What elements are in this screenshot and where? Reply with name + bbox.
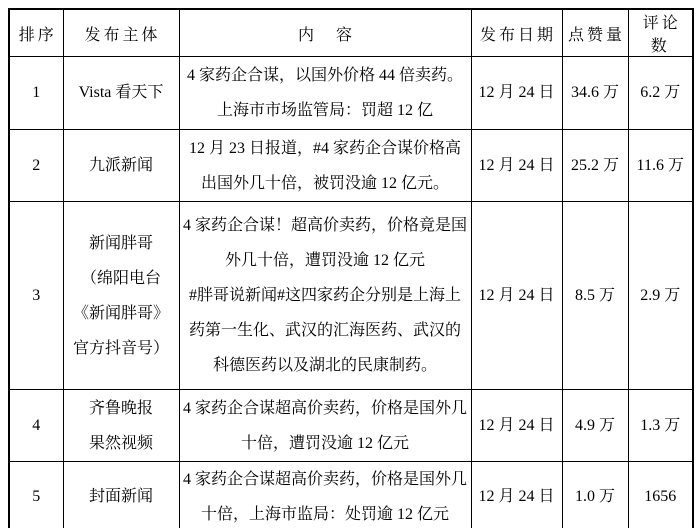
cell-likes [562,202,628,390]
comments-value: 1.3 万 [640,416,681,434]
content-line: 上海市市场监管局：罚超 12 亿 [216,102,433,119]
date-value: 12 月 24 日 [478,488,555,505]
publisher-line: 新闻胖哥 [88,234,153,252]
content-line: #胖哥说新闻#这四家药企分别是上海上 [188,287,461,304]
cell-content [179,57,471,130]
content-line: 外几十倍，遭罚没逾 12 亿元 [224,252,425,269]
table-row [9,130,693,202]
header-rank: 排序 [9,9,63,57]
likes-value: 1.0 万 [574,488,615,505]
cell-rank [9,390,63,462]
comments-value: 2.9 万 [640,286,681,304]
likes-value: 4.9 万 [574,416,615,434]
cell-comments [628,57,693,130]
cell-comments [628,130,693,202]
content-line: 4 家药企合谋超高价卖药，价格是国外几 [182,471,467,488]
cell-date [471,462,562,528]
likes-value: 8.5 万 [574,286,615,304]
table-row [9,462,693,528]
content-line: 十倍，遭罚没逾 12 亿元 [240,434,409,452]
publisher-line: 九派新闻 [88,156,153,174]
publisher-line: 封面新闻 [88,488,153,505]
cell-date [471,390,562,462]
header-content: 内 容 [179,9,471,57]
cell-publisher [63,202,179,390]
content-line: 科德医药以及湖北的民康制药。 [212,357,437,374]
cell-publisher [63,57,179,130]
header-publisher: 发布主体 [63,9,179,57]
cell-likes [562,462,628,528]
cell-content [179,390,471,462]
cell-rank [9,202,63,390]
comments-value: 11.6 万 [636,156,684,174]
publisher-line: 果然视频 [88,434,153,452]
header-date: 发布日期 [471,9,562,57]
content-line: 十倍，上海市监局：处罚逾 12 亿元 [200,506,449,523]
cell-publisher [63,130,179,202]
cell-content [179,202,471,390]
cell-publisher [63,462,179,528]
publisher-line: 齐鲁晚报 [88,399,153,417]
cell-comments [628,390,693,462]
cell-date [471,202,562,390]
table-row [9,57,693,130]
content-line: 药第一生化、武汉的汇海医药、武汉的 [188,322,461,339]
likes-value: 34.6 万 [570,84,619,101]
cell-comments [628,202,693,390]
cell-date [471,57,562,130]
content-line: 12 月 23 日报道，#4 家药企合谋价格高 [188,139,461,157]
table-row [9,202,693,390]
cell-date [471,130,562,202]
content-line: 出国外几十倍，被罚没逾 12 亿元。 [200,174,449,192]
cell-rank [9,462,63,528]
likes-value: 25.2 万 [570,156,619,174]
cell-publisher [63,390,179,462]
content-line: 4 家药企合谋超高价卖药，价格是国外几 [182,399,467,417]
cell-likes [562,57,628,130]
cell-content [179,462,471,528]
cell-rank [9,130,63,202]
news-monitor-table [8,8,694,528]
table-row [9,390,693,462]
table-header-row [9,9,693,57]
cell-likes [562,390,628,462]
cell-comments [628,462,693,528]
header-comments: 评论数 [628,9,693,57]
date-value: 12 月 24 日 [478,416,555,434]
header-likes: 点赞量 [562,9,628,57]
date-value: 12 月 24 日 [478,286,555,304]
comments-value: 6.2 万 [640,84,681,101]
rank-value: 3 [32,286,41,304]
rank-value: 2 [32,156,41,174]
rank-value: 5 [32,488,41,505]
publisher-line: （绵阳电台 [80,269,161,287]
rank-value: 4 [32,416,41,434]
content-line: 4 家药企合谋，以国外价格 44 倍卖药。 [186,67,463,84]
content-line: 4 家药企合谋！超高价卖药，价格竟是国 [182,217,467,234]
cell-content [179,130,471,202]
date-value: 12 月 24 日 [478,156,555,174]
cell-likes [562,130,628,202]
publisher-line: 官方抖音号） [72,339,169,357]
publisher-line: Vista 看天下 [78,84,164,101]
date-value: 12 月 24 日 [478,84,555,101]
publisher-line: 《新闻胖哥》 [72,304,169,322]
comments-value: 1656 [644,488,677,505]
rank-value: 1 [32,84,41,101]
cell-rank [9,57,63,130]
